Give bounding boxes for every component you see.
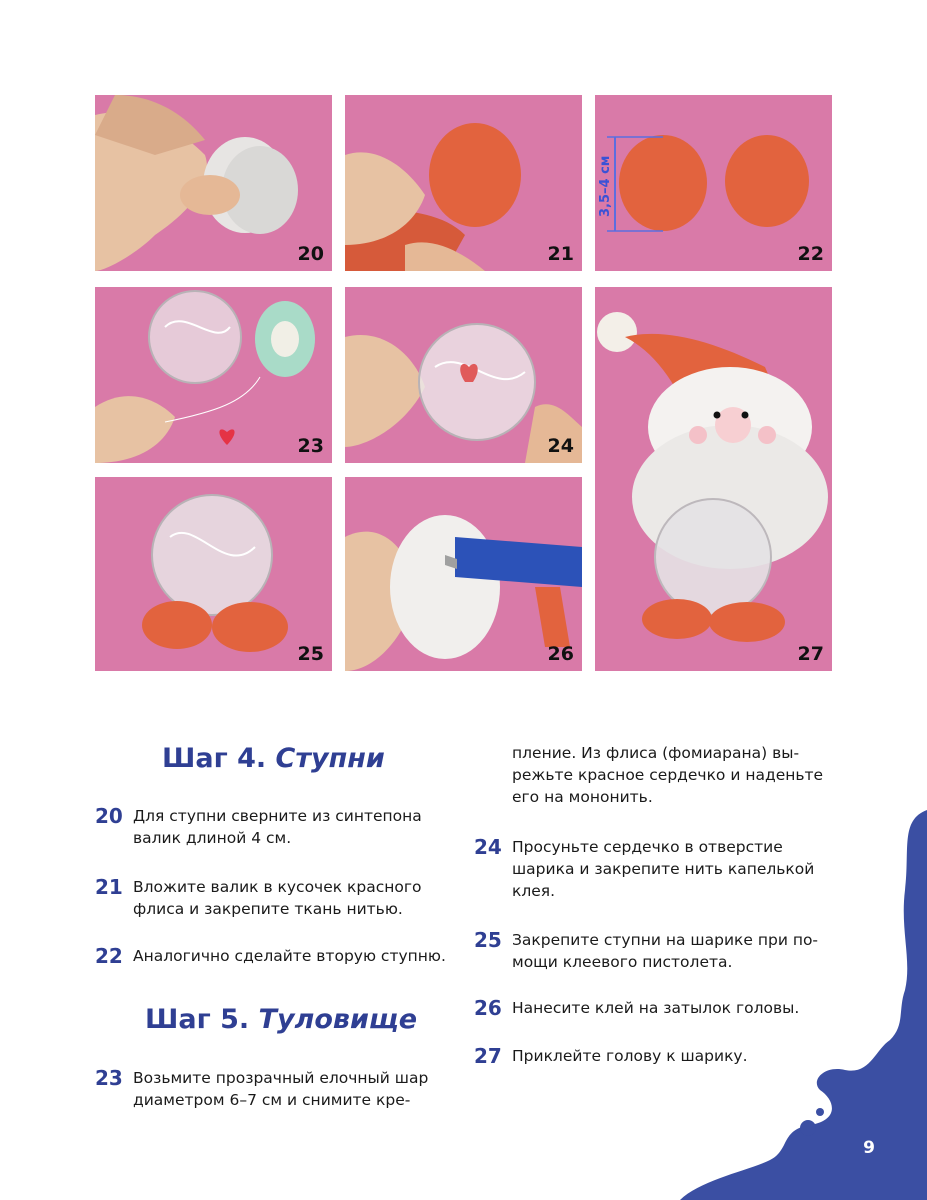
instruction-number: 22: [95, 944, 123, 968]
photo-27-image: [595, 287, 832, 671]
photo-26-image: [345, 477, 582, 671]
photo-24-image: [345, 287, 582, 463]
instruction-text: Нанесите клей на затылок головы.: [512, 999, 800, 1017]
measure-label: 3,5–4 см: [598, 155, 613, 217]
instruction-text: Просуньте сердечко в отверстие шарика и закрепите нить капелькой клея.: [512, 838, 815, 900]
step-4-title: Ступни: [275, 743, 385, 774]
photo-20-image: [95, 95, 332, 271]
instruction-number: 27: [474, 1044, 502, 1068]
photo-step-20: [95, 95, 332, 271]
instruction-number: 25: [474, 928, 502, 952]
instruction-number: 24: [474, 835, 502, 859]
instruction-number: 20: [95, 804, 123, 828]
paint-splash-decoration: [660, 810, 927, 1200]
instruction-22: [95, 945, 465, 967]
instruction-text: Возьмите прозрачный елочный шар диаметром 6–7 см и снимите кре-: [133, 1069, 429, 1109]
instruction-number: 23: [95, 1066, 123, 1090]
instruction-23-continued: пление. Из флиса (фомиарана) вы- режьте красное сердечко и наденьте его на мононить.: [512, 744, 824, 806]
photo-step-22: [595, 95, 832, 271]
photo-number: 21: [547, 243, 574, 265]
instruction-text: Приклейте голову к шарику.: [512, 1047, 748, 1065]
photo-22-image: [595, 95, 832, 271]
photo-number: 24: [547, 435, 574, 457]
step-4-heading: [162, 743, 385, 774]
photo-step-24: [345, 287, 582, 463]
step-4-prefix: Шаг 4.: [162, 743, 267, 774]
photo-23-image: [95, 287, 332, 463]
instruction-text: Для ступни сверните из синтепона валик длиной 4 см.: [133, 807, 422, 847]
photo-step-26: [345, 477, 582, 671]
step-5-heading: [145, 1004, 417, 1035]
photo-25-image: [95, 477, 332, 671]
step-5-prefix: Шаг 5.: [145, 1004, 250, 1035]
instruction-number: 26: [474, 996, 502, 1020]
photo-step-21: [345, 95, 582, 271]
photo-number: 23: [297, 435, 324, 457]
instruction-21: [95, 876, 465, 920]
instruction-text: Закрепите ступни на шарике при по- мощи клеевого пистолета.: [512, 931, 819, 971]
instruction-20: [95, 805, 465, 849]
photo-number: 20: [297, 243, 324, 265]
photo-step-23: [95, 287, 332, 463]
instruction-number: 21: [95, 875, 123, 899]
photo-number: 27: [797, 643, 824, 665]
photo-step-25: [95, 477, 332, 671]
photo-step-27: [595, 287, 832, 671]
photo-number: 25: [297, 643, 324, 665]
photo-number: 22: [797, 243, 824, 265]
photo-number: 26: [547, 643, 574, 665]
instruction-23: [95, 1067, 465, 1111]
instruction-text: Вложите валик в кусочек красного флиса и закрепите ткань нитью.: [133, 878, 422, 918]
step-5-title: Туловище: [258, 1004, 418, 1035]
instruction-text: Аналогично сделайте вторую ступню.: [133, 947, 446, 965]
photo-21-image: [345, 95, 582, 271]
page-number: 9: [863, 1138, 875, 1158]
